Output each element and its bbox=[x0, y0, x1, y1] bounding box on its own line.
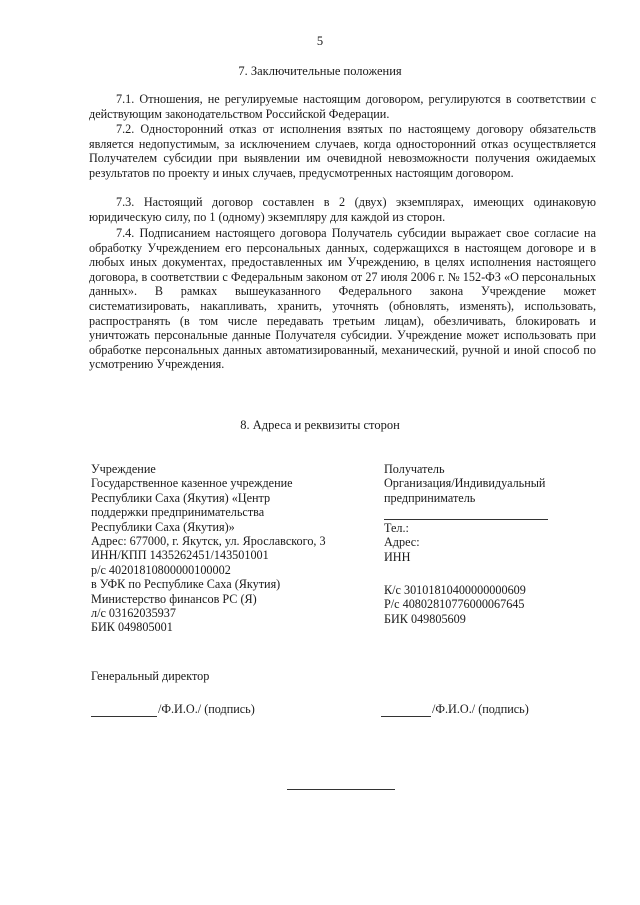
recipient-line: Организация/Индивидуальный bbox=[384, 476, 546, 491]
left-signature-line bbox=[91, 716, 157, 717]
institution-line: Республики Саха (Якутия) «Центр bbox=[91, 490, 271, 505]
recipient-line: Тел.: bbox=[384, 521, 409, 535]
institution-line: в УФК по Республике Саха (Якутия) bbox=[91, 577, 281, 592]
recipient-line: Р/с 40802810776000067645 bbox=[384, 597, 525, 612]
section-7-title: 7. Заключительные положения bbox=[238, 64, 402, 78]
left-signature-caption: /Ф.И.О./ (подпись) bbox=[158, 702, 255, 716]
right-signature-caption: /Ф.И.О./ (подпись) bbox=[432, 702, 529, 716]
institution-details bbox=[91, 462, 326, 635]
institution-line: поддержки предпринимательства bbox=[91, 505, 265, 520]
institution-line: Министерство финансов РС (Я) bbox=[91, 591, 257, 606]
recipient-bank-details bbox=[384, 583, 526, 626]
recipient-line: К/с 30101810400000000609 bbox=[384, 583, 526, 597]
recipient-name-line bbox=[384, 519, 548, 520]
right-signature-line bbox=[381, 716, 431, 717]
recipient-line: предприниматель bbox=[384, 490, 476, 505]
paragraph-7-2: 7.2. Односторонний отказ от исполнения взятых по настоящему договору обязательств является недопустимым, за исключением случаев, когда односторонний отказ осуществляется Получателем субсидии при выявлении им очевидной невозможности получения ожидаемых результатов по проекту и иных случаев, предусмотренных настоящим договором. bbox=[89, 122, 596, 180]
section-8-title: 8. Адреса и реквизиты сторон bbox=[240, 418, 400, 432]
institution-line: Республики Саха (Якутия)» bbox=[91, 519, 235, 534]
institution-line: р/с 40201810800000100002 bbox=[91, 562, 231, 577]
recipient-line: Адрес: bbox=[384, 535, 420, 550]
recipient-line: БИК 049805609 bbox=[384, 611, 466, 626]
paragraph-7-4: 7.4. Подписанием настоящего договора Получатель субсидии выражает свое согласие на обработку Учреждением его персональных данных, содержащихся в настоящем договоре и в любых иных документах, предоставленных им Учреждению, в целях исполнения настоящего договора, в соответствии с Федеральным законом от 27 июля 2006 г. № 152-ФЗ «О персональных данных». В рамках вышеуказанного Федерального закона Учреждение может систематизировать, накапливать, хранить, уточнять (обновлять, изменять), использовать, распространять (в том числе передавать третьим лицам), обезличивать, блокировать и уничтожать персональные данные Получателя субсидии. Учреждение может использовать при обработке персональных данных автоматизированный, механический, ручной и иной способ по усмотрению Учреждения. bbox=[89, 226, 596, 372]
recipient-contacts bbox=[384, 521, 420, 564]
institution-line: Адрес: 677000, г. Якутск, ул. Ярославского, 3 bbox=[91, 534, 326, 549]
paragraph-7-3: 7.3. Настоящий договор составлен в 2 (двух) экземплярах, имеющих одинаковую юридическую силу, по 1 (одному) экземпляру для каждой из сторон. bbox=[89, 195, 596, 224]
paragraph-7-1: 7.1. Отношения, не регулируемые настоящим договором, регулируются в соответствии с действующим законодательством Российской Федерации. bbox=[89, 92, 596, 121]
recipient-line: Получатель bbox=[384, 462, 445, 476]
recipient-line: ИНН bbox=[384, 549, 411, 564]
footer-divider bbox=[287, 789, 395, 790]
position-title: Генеральный директор bbox=[91, 669, 210, 683]
institution-line: БИК 049805001 bbox=[91, 620, 173, 635]
recipient-header bbox=[384, 462, 545, 505]
institution-line: ИНН/КПП 1435262451/143501001 bbox=[91, 548, 269, 563]
institution-line: Учреждение bbox=[91, 462, 156, 476]
institution-line: Государственное казенное учреждение bbox=[91, 476, 293, 491]
institution-line: л/с 03162035937 bbox=[91, 606, 176, 621]
page-number: 5 bbox=[316, 34, 324, 48]
